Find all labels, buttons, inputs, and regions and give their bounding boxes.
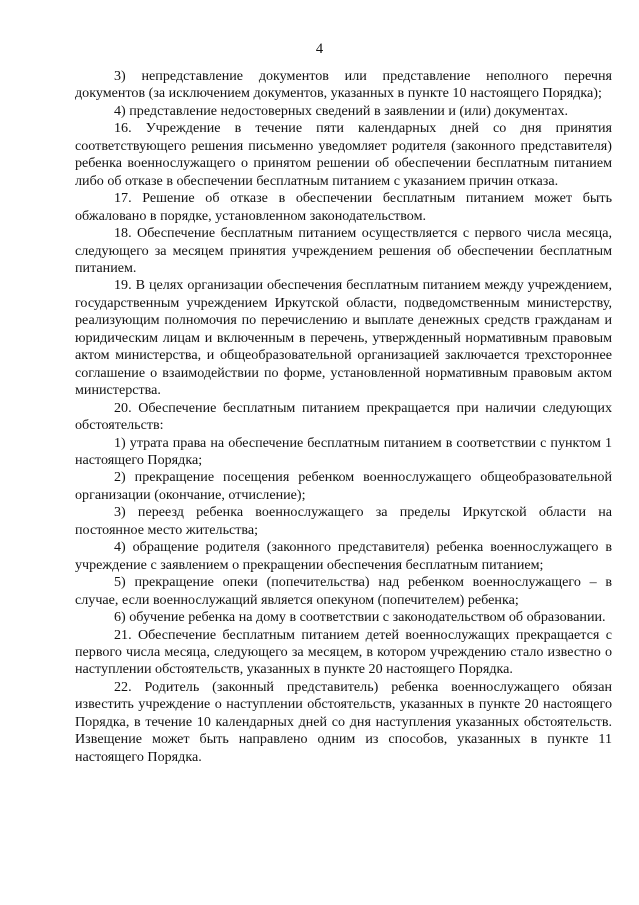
paragraph-item-3-nonsubmission: 3) непредставление документов или представление неполного перечня документов (за исключением документов, указанных в пункте 10 настоящего Порядка); bbox=[75, 68, 612, 102]
paragraph-clause-17: 17. Решение об отказе в обеспечении бесплатным питанием может быть обжаловано в порядке, установленном законодательством. bbox=[75, 190, 612, 224]
paragraph-clause-20-item-6: 6) обучение ребенка на дому в соответствии с законодательством об образовании. bbox=[114, 609, 606, 626]
paragraph-clause-20-item-3: 3) переезд ребенка военнослужащего за пределы Иркутской области на постоянное место жительства; bbox=[75, 504, 612, 538]
paragraph-clause-19: 19. В целях организации обеспечения бесплатным питанием между учреждением, государственным учреждением Иркутской области, подведомственным министерству, реализующим полномочия по перечислению и выплате денежных средств гражданам и юридическим лицам и включенным в перечень, утвержденный нормативным правовым актом министерства, и общеобразовательной организацией заключается трехстороннее соглашение о взаимодействии по форме, установленной нормативным правовым актом министерства. bbox=[75, 277, 612, 399]
page-number: 4 bbox=[315, 41, 324, 57]
paragraph-clause-20-item-5: 5) прекращение опеки (попечительства) над ребенком военнослужащего – в случае, если военнослужащий является опекуном (попечителем) ребенка; bbox=[75, 574, 612, 608]
paragraph-clause-20: 20. Обеспечение бесплатным питанием прекращается при наличии следующих обстоятельств: bbox=[75, 399, 612, 434]
paragraph-clause-20-item-1: 1) утрата права на обеспечение бесплатным питанием в соответствии с пунктом 1 настоящего Порядка; bbox=[75, 434, 612, 468]
paragraph-clause-18: 18. Обеспечение бесплатным питанием осуществляется с первого числа месяца, следующего за месяцем принятия учреждением решения об обеспечении бесплатным питанием. bbox=[75, 225, 612, 276]
paragraph-item-4-false-info: 4) представление недостоверных сведений в заявлении и (или) документах. bbox=[114, 102, 569, 119]
paragraph-clause-22: 22. Родитель (законный представитель) ребенка военнослужащего обязан известить учреждение о наступлении обстоятельств, указанных в пункте 20 настоящего Порядка, в течение 10 календарных дней со дня наступления указанных обстоятельств. Извещение может быть направлено одним из способов, указанных в пункте 11 настоящего Порядка. bbox=[75, 678, 612, 765]
document-body bbox=[75, 68, 612, 766]
paragraph-clause-20-item-2: 2) прекращение посещения ребенком военнослужащего общеобразовательной организации (окончание, отчисление); bbox=[75, 469, 612, 503]
paragraph-clause-16: 16. Учреждение в течение пяти календарных дней со дня принятия соответствующего решения письменно уведомляет родителя (законного представителя) ребенка военнослужащего о принятом решении об обеспечении бесплатным питанием либо об отказе в обеспечении бесплатным питанием с указанием причин отказа. bbox=[75, 120, 612, 189]
paragraph-clause-20-item-4: 4) обращение родителя (законного представителя) ребенка военнослужащего в учреждение с заявлением о прекращении обеспечения бесплатным питанием; bbox=[75, 539, 612, 573]
paragraph-clause-21: 21. Обеспечение бесплатным питанием детей военнослужащих прекращается с первого числа месяца, следующего за месяцем, в котором учреждению стало известно о наступлении обстоятельств, указанных в пункте 20 настоящего Порядка. bbox=[75, 626, 612, 678]
